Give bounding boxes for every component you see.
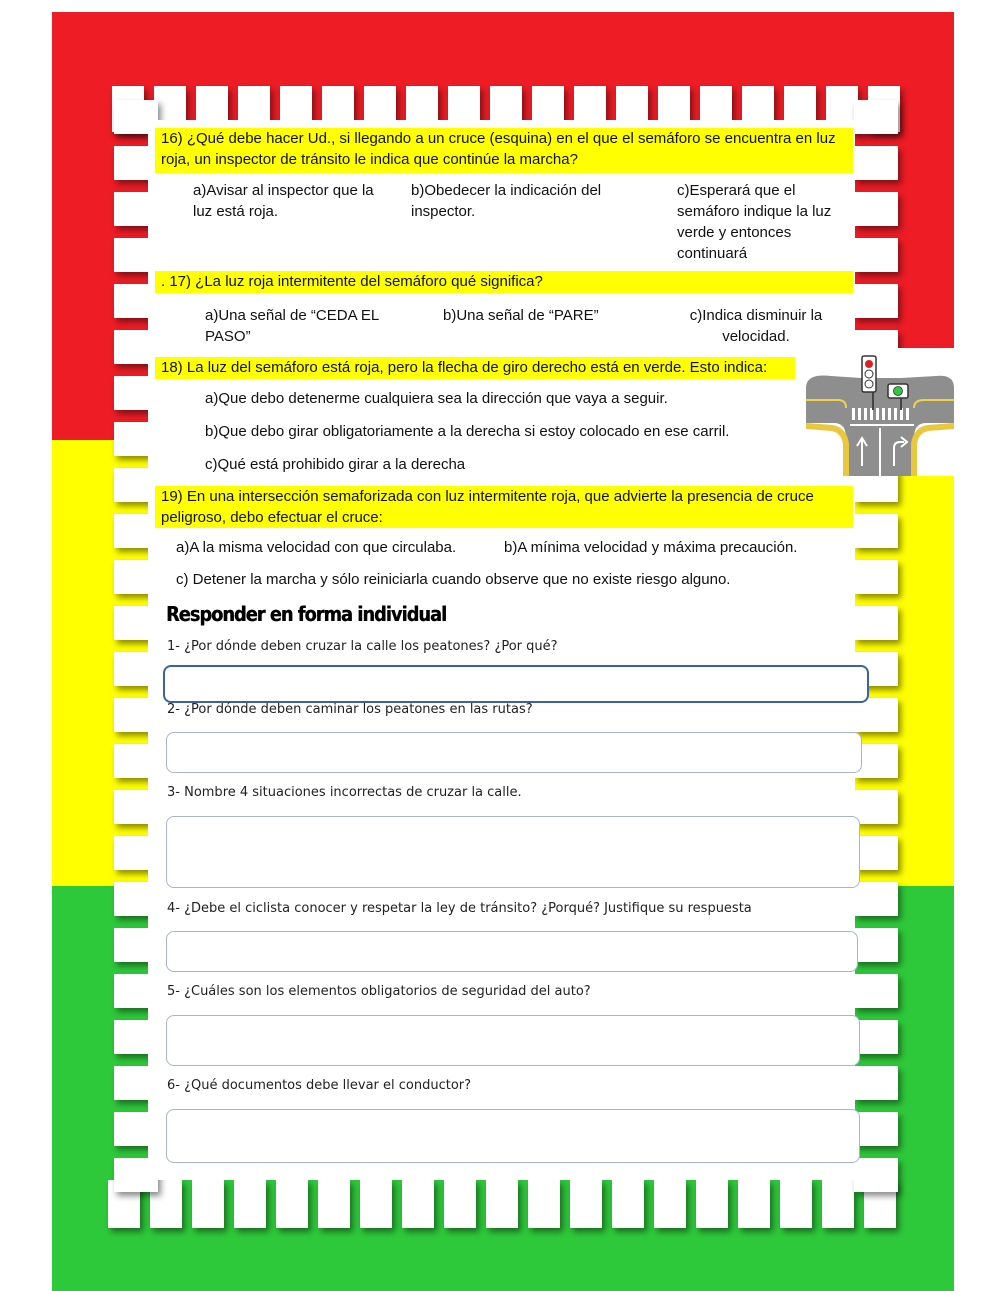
open-question-2: 2- ¿Por dónde deben caminar los peatones en las rutas? xyxy=(167,702,533,717)
question-18: 18) La luz del semáforo está roja, pero la flecha de giro derecho está en verde. Esto indica: xyxy=(155,357,795,379)
question-17-option-c: c)Indica disminuir la velocidad. xyxy=(689,307,823,345)
frame-block xyxy=(738,1180,770,1228)
frame-block xyxy=(696,1180,728,1228)
frame-block xyxy=(854,100,898,134)
frame-block xyxy=(854,192,898,226)
answer-input-1[interactable] xyxy=(163,665,869,703)
frame-block xyxy=(854,882,898,916)
frame-block xyxy=(854,1020,898,1054)
frame-block xyxy=(528,1180,560,1228)
open-question-3: 3- Nombre 4 situaciones incorrectas de cruzar la calle. xyxy=(167,785,522,800)
open-question-6: 6- ¿Qué documentos debe llevar el conductor? xyxy=(167,1078,472,1093)
traffic-light-illustration xyxy=(806,348,954,476)
question-16: 16) ¿Qué debe hacer Ud., si llegando a un cruce (esquina) en el que el semáforo se encuentra en luz roja, un inspector de tránsito le indica que continúe la marcha? xyxy=(155,128,853,173)
frame-block xyxy=(854,974,898,1008)
frame-block xyxy=(854,698,898,732)
frame-block xyxy=(654,1180,686,1228)
open-question-1: 1- ¿Por dónde deben cruzar la calle los peatones? ¿Por qué? xyxy=(167,639,558,654)
frame-block xyxy=(612,1180,644,1228)
frame-block xyxy=(402,1180,434,1228)
question-16-option-b: b)Obedecer la indicación del inspector. xyxy=(411,182,602,220)
frame-block xyxy=(192,1180,224,1228)
frame-block xyxy=(854,1066,898,1100)
question-17: . 17) ¿La luz roja intermitente del semáforo qué significa? xyxy=(155,271,853,293)
frame-block xyxy=(854,790,898,824)
frame-block xyxy=(486,1180,518,1228)
frame-block xyxy=(854,928,898,962)
answer-input-5[interactable] xyxy=(166,1015,860,1066)
question-18-option-a: a)Que debo detenerme cualquiera sea la dirección que vaya a seguir. xyxy=(205,390,668,407)
frame-block xyxy=(854,284,898,318)
frame-block xyxy=(854,238,898,272)
question-19: 19) En una intersección semaforizada con luz intermitente roja, que advierte la presencia de cruce peligroso, debo efectuar el cruce: xyxy=(155,486,853,528)
open-question-4: 4- ¿Debe el ciclista conocer y respetar la ley de tránsito? ¿Porqué? Justifique su respuesta xyxy=(167,901,752,916)
frame-block xyxy=(854,606,898,640)
frame-block xyxy=(854,560,898,594)
answer-input-6[interactable] xyxy=(166,1109,860,1163)
open-question-5: 5- ¿Cuáles son los elementos obligatorios de seguridad del auto? xyxy=(167,984,591,999)
answer-input-4[interactable] xyxy=(166,931,858,972)
frame-block xyxy=(360,1180,392,1228)
frame-block xyxy=(444,1180,476,1228)
answer-input-2[interactable] xyxy=(166,732,862,773)
frame-block xyxy=(854,836,898,870)
question-19-option-c: c) Detener la marcha y sólo reiniciarla cuando observe que no existe riesgo alguno. xyxy=(176,571,731,588)
frame-block xyxy=(854,1158,898,1192)
frame-block xyxy=(822,1180,854,1228)
frame-block xyxy=(854,146,898,180)
question-18-option-b: b)Que debo girar obligatoriamente a la derecha si estoy colocado en ese carril. xyxy=(205,423,730,440)
answer-input-3[interactable] xyxy=(166,816,860,888)
frame-block xyxy=(854,514,898,548)
frame-block xyxy=(570,1180,602,1228)
question-19-option-a: a)A la misma velocidad con que circulaba. xyxy=(176,539,457,556)
question-17-option-b: b)Una señal de “PARE” xyxy=(443,307,599,324)
question-19-option-b: b)A mínima velocidad y máxima precaución. xyxy=(504,539,798,556)
frame-block xyxy=(234,1180,266,1228)
question-17-option-a: a)Una señal de “CEDA EL PASO” xyxy=(205,307,379,345)
frame-block xyxy=(318,1180,350,1228)
question-18-option-c: c)Qué está prohibido girar a la derecha xyxy=(205,456,466,473)
section-title: Responder en forma individual xyxy=(166,602,447,626)
question-16-option-a: a)Avisar al inspector que la luz está roja. xyxy=(193,182,374,220)
question-16-option-c: c)Esperará que el semáforo indique la luz verde y entonces continuará xyxy=(677,182,832,262)
frame-block xyxy=(780,1180,812,1228)
frame-block xyxy=(854,1112,898,1146)
frame-block xyxy=(276,1180,308,1228)
